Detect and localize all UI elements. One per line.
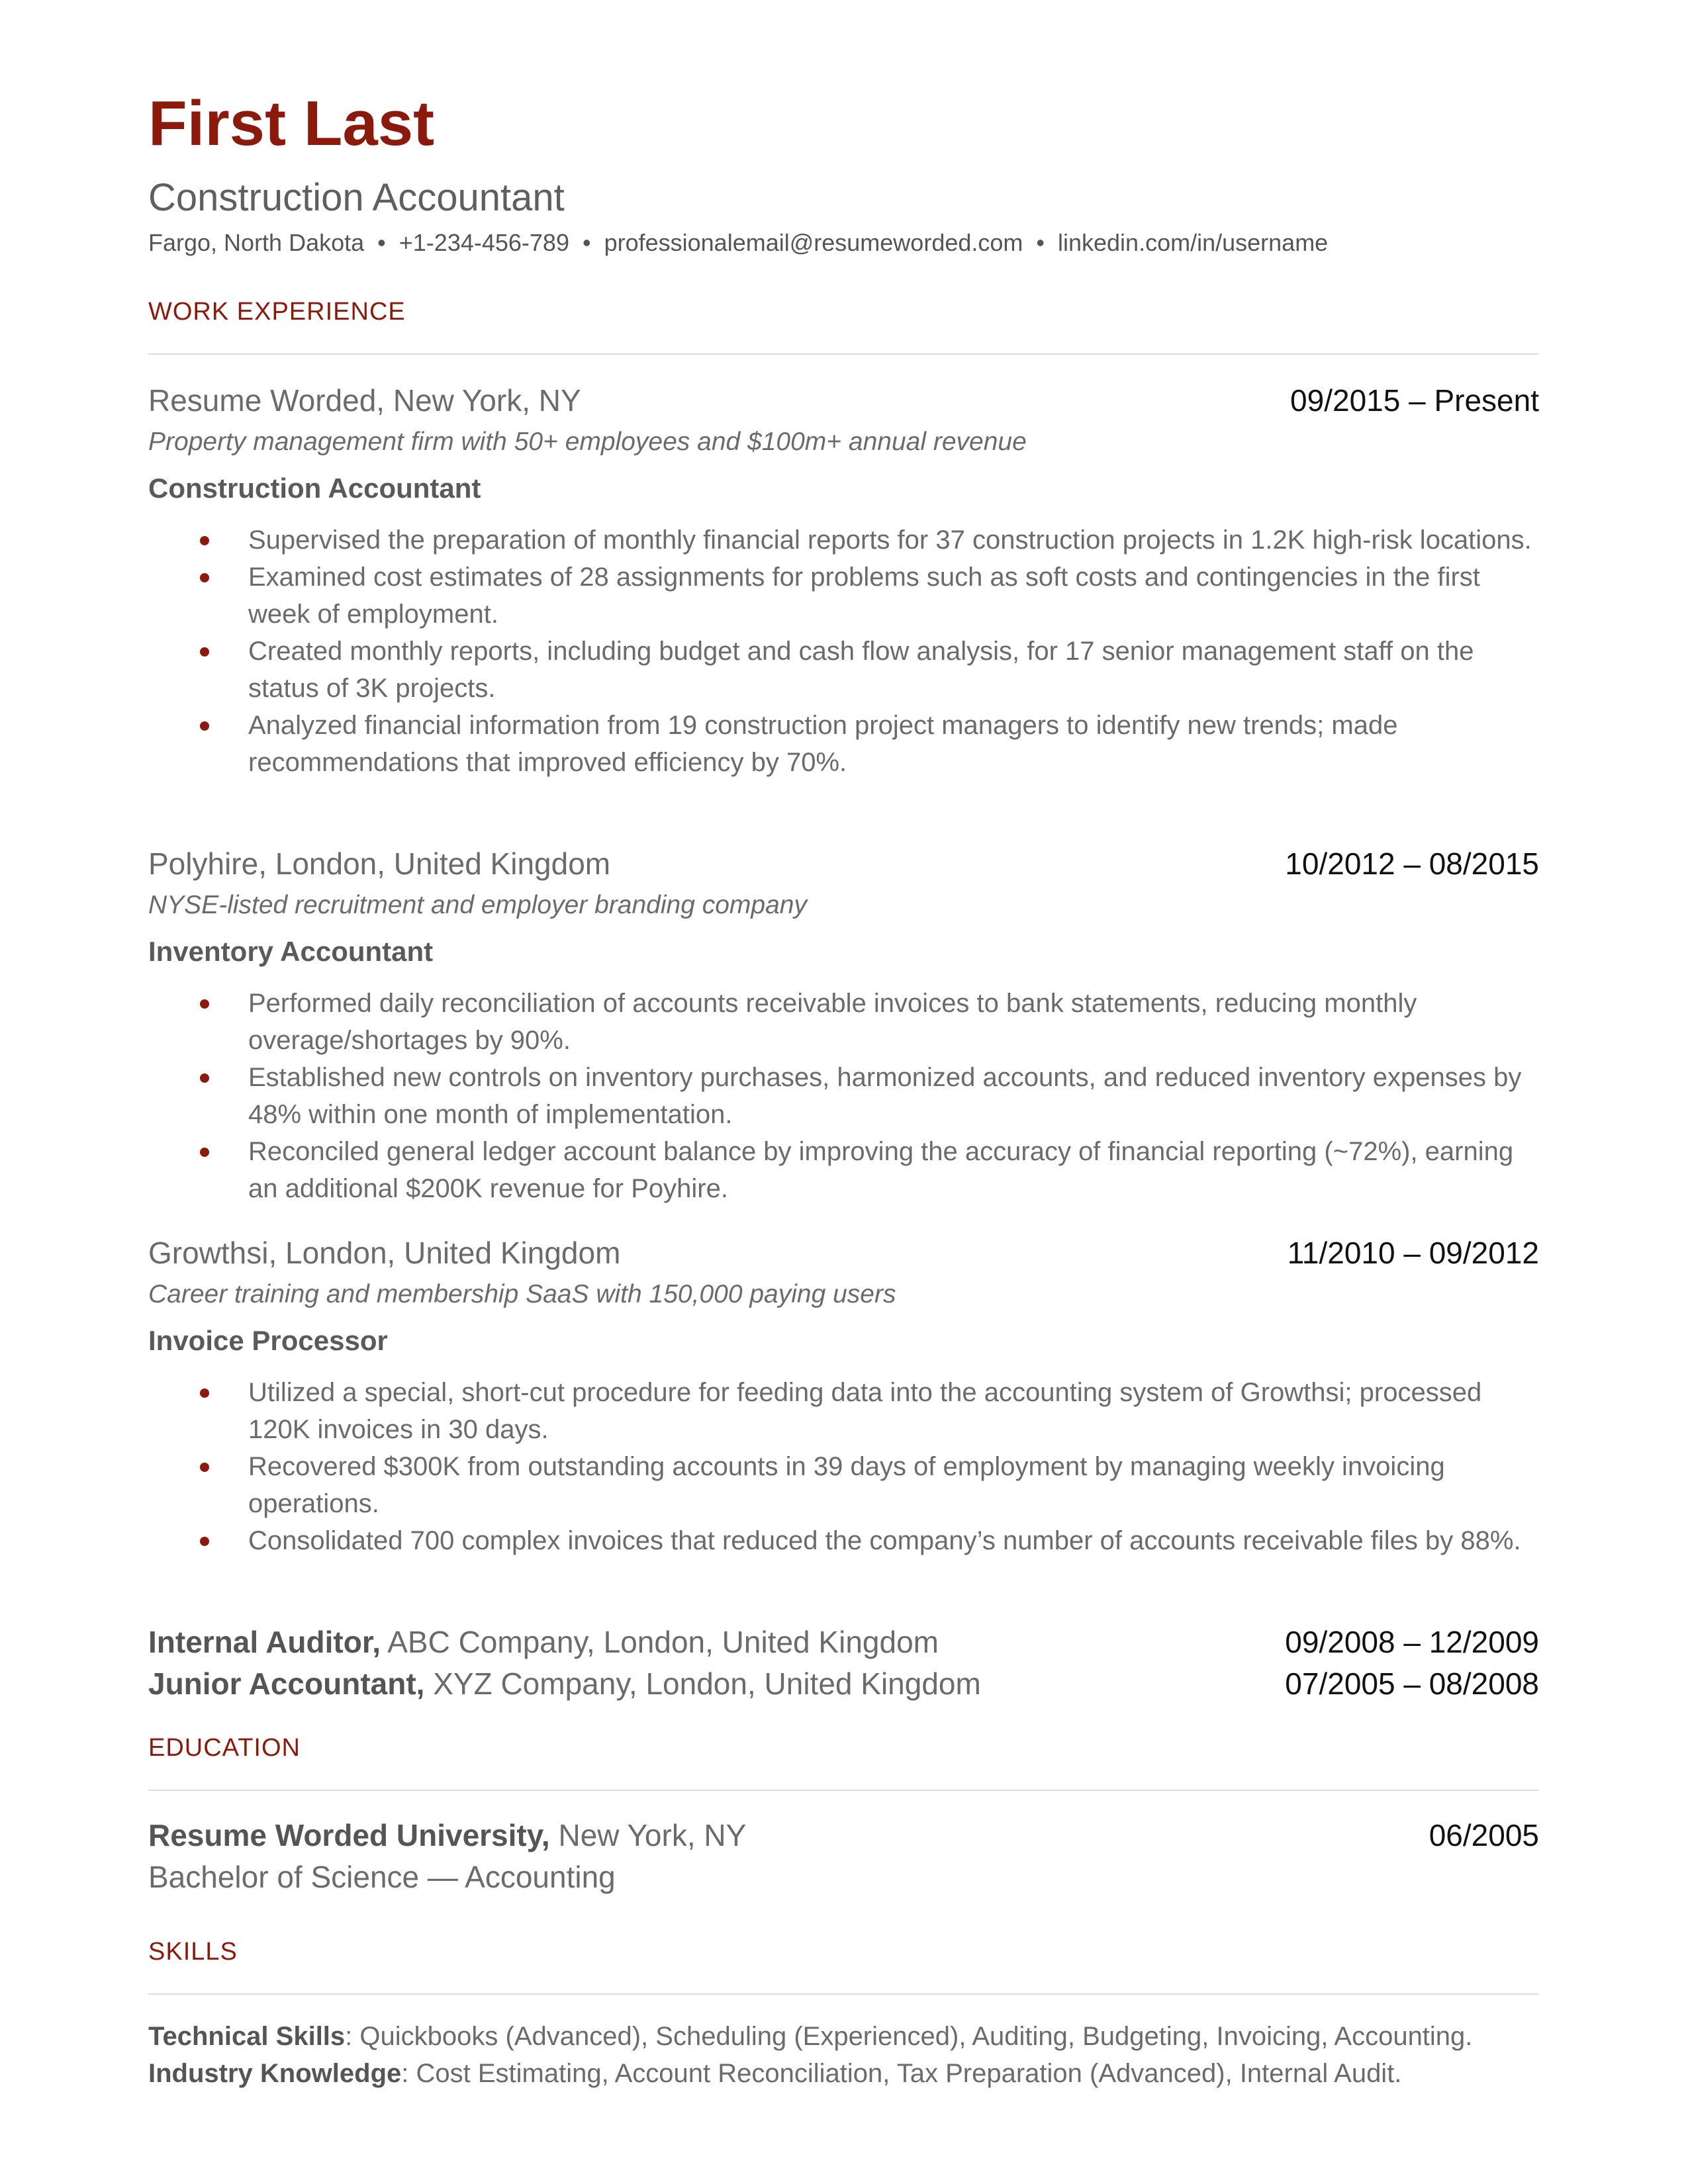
job-header (148, 381, 1539, 420)
job-title: Inventory Accountant (148, 936, 434, 967)
bullet-item: Utilized a special, short-cut procedure for feeding data into the accounting system of Growthsi; processed 120K invoices in 30 days. (148, 1374, 1539, 1448)
bullet-item: Performed daily reconciliation of accounts receivable invoices to bank statements, reducing monthly overage/shortages by 90%. (148, 985, 1539, 1059)
contact-location: Fargo, North Dakota (148, 229, 365, 256)
section-divider (148, 1993, 1539, 1995)
job-dates: 09/2015 – Present (1290, 383, 1539, 418)
job-bullets (148, 522, 1539, 781)
section-heading-skills: SKILLS (148, 1938, 238, 1966)
contact-separator: • (377, 229, 386, 256)
contact-line (148, 228, 1328, 257)
bullet-dot (200, 1537, 209, 1546)
education-degree: Bachelor of Science — Accounting (148, 1860, 616, 1894)
education-header (148, 1816, 1539, 1854)
bullet-dot (200, 721, 209, 731)
bullet-item: Established new controls on inventory purchases, harmonized accounts, and reduced inventory expenses by 48% within one month of implementation. (148, 1059, 1539, 1133)
section-divider (148, 353, 1539, 355)
bullet-dot (200, 1463, 209, 1472)
job-title: Invoice Processor (148, 1325, 388, 1356)
bullet-dot (200, 1148, 209, 1157)
education-location: New York, NY (549, 1818, 747, 1852)
section-heading-education: EDUCATION (148, 1734, 301, 1762)
previous-role-company: ABC Company, London, United Kingdom (380, 1625, 939, 1659)
job-company: Resume Worded, New York, NY (148, 383, 581, 418)
previous-role-dates: 09/2008 – 12/2009 (1285, 1625, 1539, 1659)
job-company: Growthsi, London, United Kingdom (148, 1236, 621, 1270)
job-header (148, 844, 1539, 883)
contact-separator: • (582, 229, 591, 256)
bullet-item: Analyzed financial information from 19 construction project managers to identify new trends; made recommendations that improved efficiency by 70%. (148, 707, 1539, 781)
job-bullets (148, 985, 1539, 1207)
previous-role-title: Junior Accountant, (148, 1666, 425, 1701)
candidate-name: First Last (148, 88, 435, 159)
previous-role (148, 1623, 1539, 1661)
contact-phone: +1-234-456-789 (399, 229, 569, 256)
job-dates: 11/2010 – 09/2012 (1287, 1236, 1539, 1270)
previous-role-dates: 07/2005 – 08/2008 (1285, 1666, 1539, 1701)
education-date: 06/2005 (1429, 1818, 1539, 1852)
skill-line (148, 2018, 1472, 2055)
job-dates: 10/2012 – 08/2015 (1285, 846, 1539, 881)
bullet-dot (200, 1073, 209, 1083)
bullet-item: Recovered $300K from outstanding accounts in 39 days of employment by managing weekly invoicing operations. (148, 1448, 1539, 1522)
skill-label: Industry Knowledge (148, 2059, 402, 2088)
bullet-item: Created monthly reports, including budget and cash flow analysis, for 17 senior management staff on the status of 3K projects. (148, 633, 1539, 707)
job-company-description: Property management firm with 50+ employees and $100m+ annual revenue (148, 428, 1027, 456)
bullet-item: Consolidated 700 complex invoices that reduced the company’s number of accounts receivable files by 88%. (148, 1522, 1539, 1559)
section-divider (148, 1790, 1539, 1791)
job-bullets (148, 1374, 1539, 1559)
job-company: Polyhire, London, United Kingdom (148, 846, 611, 881)
bullet-item: Supervised the preparation of monthly financial reports for 37 construction projects in 1.2K high-risk locations. (148, 522, 1539, 559)
skill-value: : Quickbooks (Advanced), Scheduling (Experienced), Auditing, Budgeting, Invoicing, Accounting. (345, 2022, 1473, 2051)
job-title: Construction Accountant (148, 473, 481, 504)
contact-separator: • (1036, 229, 1045, 256)
previous-role (148, 1664, 1539, 1703)
skill-value: : Cost Estimating, Account Reconciliation, Tax Preparation (Advanced), Internal Audit. (401, 2059, 1402, 2088)
bullet-dot (200, 1388, 209, 1398)
bullet-dot (200, 536, 209, 545)
skill-label: Technical Skills (148, 2022, 346, 2051)
previous-role-company: XYZ Company, London, United Kingdom (424, 1666, 981, 1701)
bullet-item: Examined cost estimates of 28 assignments for problems such as soft costs and contingencies in the first week of employment. (148, 559, 1539, 633)
job-company-description: Career training and membership SaaS with 150,000 paying users (148, 1280, 896, 1308)
bullet-dot (200, 647, 209, 657)
job-header (148, 1234, 1539, 1272)
previous-role-title: Internal Auditor, (148, 1625, 381, 1659)
contact-linkedin[interactable]: linkedin.com/in/username (1058, 229, 1329, 256)
contact-email[interactable]: professionalemail@resumeworded.com (604, 229, 1023, 256)
candidate-title: Construction Accountant (148, 176, 565, 219)
bullet-dot (200, 573, 209, 582)
bullet-dot (200, 999, 209, 1009)
skill-line (148, 2055, 1401, 2092)
education-school: Resume Worded University, (148, 1818, 550, 1852)
job-company-description: NYSE-listed recruitment and employer branding company (148, 891, 807, 919)
section-heading-work: WORK EXPERIENCE (148, 298, 406, 326)
bullet-item: Reconciled general ledger account balance by improving the accuracy of financial reporting (~72%), earning an additional $200K revenue for Poyhire. (148, 1133, 1539, 1207)
